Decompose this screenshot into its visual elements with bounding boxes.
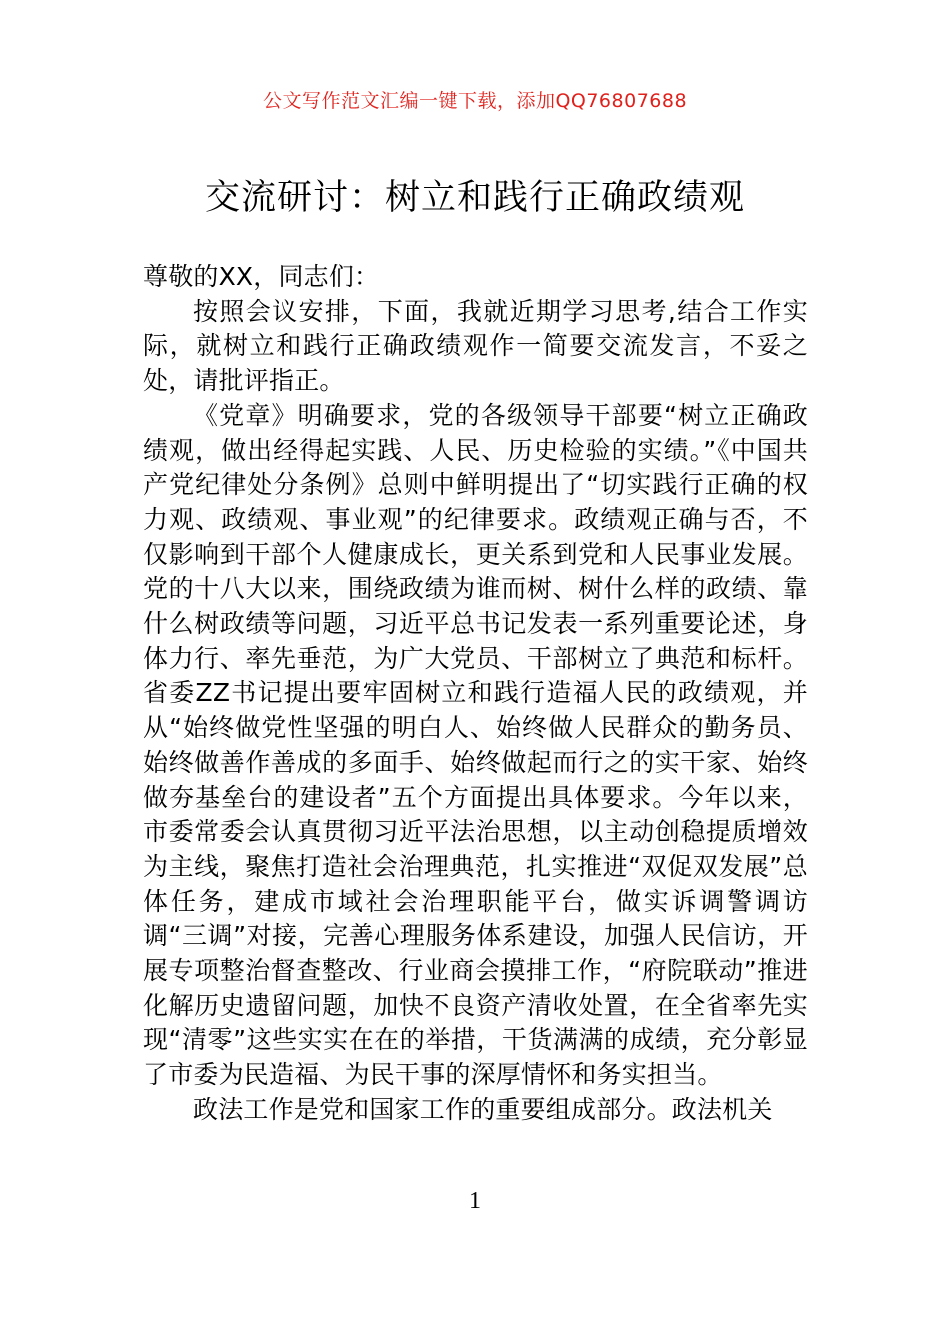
paragraph-main: 《党章》明确要求，党的各级领导干部要“树立正确政绩观，做出经得起实践、人民、历史检验的实绩。”《中国共产党纪律处分条例》总则中鲜明提出了“切实践行正确的权力观、政绩观、事业观”的纪律要求。政绩观正确与否，不仅影响到干部个人健康成长，更关系到党和人民事业发展。党的十八大以来，围绕政绩为谁而树、树什么样的政绩、靠什么树政绩等问题，习近平总书记发表一系列重要论述，身体力行、率先垂范，为广大党员、干部树立了典范和标杆。省委ZZ书记提出要牢固树立和践行造福人民的政绩观，并从“始终做党性坚强的明白人、始终做人民群众的勤务员、始终做善作善成的多面手、始终做起而行之的实干家、始终做夯基垒台的建设者”五个方面提出具体要求。今年以来，市委常委会认真贯彻习近平法治思想，以主动创稳提质增效为主线，聚焦打造社会治理典范，扎实推进“双促双发展”总体任务，建成市域社会治理职能平台，做实诉调警调访调“三调”对接，完善心理服务体系建设，加强人民信访，开展专项整治督查整改、行业商会摸排工作，“府院联动”推进化解历史遗留问题，加快不良资产清收处置，在全省率先实现“清零”这些实实在在的举措，干货满满的成绩，充分彰显了市委为民造福、为民干事的深厚情怀和务实担当。 (143, 400, 808, 1090)
header-banner: 公文写作范文汇编一键下载，添加QQ76807688 (262, 90, 688, 112)
paragraph-continued: 政法工作是党和国家工作的重要组成部分。政法机关 (193, 1094, 773, 1124)
document-body (143, 260, 808, 1128)
document-title: 交流研讨：树立和践行正确政绩观 (204, 178, 745, 218)
page-number: 1 (469, 1188, 481, 1214)
paragraph-intro: 按照会议安排，下面，我就近期学习思考,结合工作实际，就树立和践行正确政绩观作一简要交流发言，不妥之处，请批评指正。 (143, 296, 808, 396)
salutation: 尊敬的XX，同志们： (143, 262, 380, 291)
